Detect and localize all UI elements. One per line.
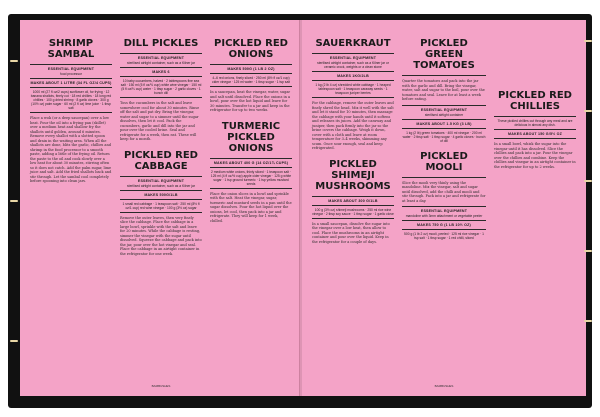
- method-text: Slice the mooli very thinly using the mandoline. Mix the vinegar, salt and sugar until dissolved, add the chilli and mooli and stir through. Pack into a jar and refrigerate for at least a day.: [402, 180, 486, 203]
- recipe-title: PICKLED RED ONIONS: [214, 38, 288, 60]
- divider: [210, 73, 292, 74]
- recipe-title: DILL PICKLES: [123, 38, 199, 49]
- divider: [312, 97, 394, 98]
- equipment-text: sterilised airtight container, such as a Kilner jar or ceramic crock, weights or a clean stone: [317, 61, 389, 69]
- divider: [402, 177, 486, 178]
- equipment-label: ESSENTIAL EQUIPMENT: [137, 178, 185, 183]
- cover-ornament: [584, 250, 592, 252]
- divider: [312, 196, 394, 197]
- divider: [312, 80, 394, 81]
- ingredient-list: 1 small red cabbage · 1 teaspoon salt · 250 ml (8½ fl oz/1 cup) red wine vinegar · 100 g (3½ oz) sugar: [122, 201, 200, 210]
- ingredient-list: 10 baby cucumbers, halved · 2 tablespoons fine sea salt · 150 ml (5 fl oz/⅔ cup) white wine vinegar · 150 ml (5 fl oz/⅔ cup) water · 1 tbsp sugar · 2 garlic cloves · 1 bunch dill: [120, 79, 202, 95]
- ingredient-list: 1 kg (2 lb 4 oz) shredded white cabbage · 1 heaped tablespoon salt · 1 teaspoon caraway seeds · 1 teaspoon juniper berries: [315, 83, 391, 95]
- divider: [30, 78, 112, 79]
- ingredient-list: 1000 ml (27 fl oz/2 cups) sunflower oil, for frying · 12 banana shallots, finely cut · 18 red chillies · 18 long red chillies · 100 g dried shrimp · 8 garlic cloves · 300 g (10½ oz) palm sugar · 60 ml (2 fl oz) lime juice · 1 tbsp salt: [30, 90, 112, 110]
- equipment-text: sterilised airtight container, such as a Kilner jar: [127, 183, 195, 188]
- yield-label: MAKES 500G (1 LB 2 OZ): [227, 67, 275, 71]
- recipe-title: PICKLED SHIMEJI MUSHROOMS: [315, 158, 391, 192]
- pickled-mooli-recipe: [402, 151, 486, 241]
- recipe-title: PICKLED RED CHILLIES: [498, 90, 572, 112]
- pickled-red-onions-recipe: [210, 38, 292, 113]
- sauerkraut-recipe: [312, 38, 394, 151]
- method-text: Remove the outer leaves, then very finely slice the cabbage. Place the cabbage in a large bowl, sprinkle with the salt and leave for 20 minutes. While the cabbage is resting, simmer the vinegar with the sugar until dissolved. Squeeze the cabbage and pack into the jar, pour over the hot vinegar and seal. Place the cabbage in an airtight container in the refrigerator for one week.: [120, 215, 202, 256]
- pickled-shimeji-recipe: [312, 159, 394, 245]
- yield-label: MAKES ABOUT 300 G/1LB: [328, 198, 378, 203]
- divider: [494, 138, 576, 139]
- divider: [210, 188, 292, 189]
- divider: [402, 105, 486, 106]
- divider: [30, 87, 112, 88]
- yield-label: MAKES ABOUT 1 LITRE (34 FL OZ/4 CUPS): [30, 81, 112, 85]
- divider: [210, 64, 292, 65]
- equipment-text: mandoline with 3mm attachment or vegetable peeler: [405, 214, 483, 218]
- equipment-text: sterilised airtight container, such as a Kilner jar: [127, 61, 195, 65]
- divider: [120, 212, 202, 213]
- cover-ornament: [584, 40, 592, 42]
- divider: [402, 119, 486, 120]
- divider: [120, 97, 202, 98]
- divider: [120, 190, 202, 191]
- equipment-label: ESSENTIAL EQUIPMENT: [47, 67, 95, 71]
- divider: [494, 116, 576, 117]
- recipe-title: SHRIMP SAMBAL: [47, 38, 95, 60]
- method-text: In a small saucepan, dissolve the sugar into the vinegar over a low heat, then allow to cool. Place the mushrooms in an airtight container and pour over the liquid. Keep in the refrigerator for a couple of days.: [312, 221, 390, 244]
- right-column-3: [494, 38, 576, 177]
- divider: [494, 129, 576, 130]
- yield-label: MAKES ABOUT 400 G (14 OZ/1¾ CUPS): [213, 160, 289, 165]
- method-text: In a saucepan, heat the vinegar, water, sugar and salt until dissolved. Place the onions in a bowl, pour over the hot liquid and leave for 30 minutes. Transfer to a jar and keep in the refrigerator for up to two weeks.: [210, 90, 291, 112]
- equipment-label: ESSENTIAL EQUIPMENT: [137, 56, 185, 60]
- divider: [402, 229, 486, 230]
- divider: [402, 128, 486, 129]
- right-column-2: [402, 38, 486, 248]
- divider: [210, 167, 292, 168]
- method-text: In a small bowl, whisk the sugar into the vinegar until it has dissolved. Slice the chillies and pack into a jar. Pour the vinegar over the chillies and combine. Keep the chillies and vinegar in an airtight container in the refrigerator for up to 2 weeks.: [494, 142, 576, 169]
- recipe-title: PICKLED RED CABBAGE: [124, 149, 198, 172]
- page-footer: BAMBUSHES: [151, 384, 171, 388]
- yield-label: MAKES 1KG/2LB: [337, 74, 369, 78]
- yield-label: MAKES 500G/1LB: [144, 192, 178, 197]
- method-text: Place the onion slices in a bowl and sprinkle with the salt. Heat the vinegar, sugar, turmeric and mustard seeds in a pan until the sugar dissolves. Pour the hot liquid over the onions, let cool, then pack into a jar and refrigerate. They will keep for 1 week, chilled.: [210, 191, 292, 223]
- divider: [312, 205, 394, 206]
- divider: [402, 206, 486, 207]
- divider: [402, 75, 486, 76]
- turmeric-pickled-onions-recipe: [210, 121, 292, 224]
- recipe-intro: These pickled chillies cut through any meal and are delicious in almost any dish.: [497, 119, 573, 127]
- cover-ornament: [584, 110, 592, 112]
- cover-ornament: [584, 180, 592, 182]
- ingredient-list: 4–6 red onions, finely sliced · 250 ml (8½ fl oz/1 cup) cider vinegar · 125 ml water · 1 tbsp sugar · 1 tsp salt: [212, 76, 290, 84]
- page-footer: BAMBUSHES: [434, 384, 454, 388]
- cover-ornament: [10, 200, 18, 202]
- recipe-title: PICKLED MOOLI: [420, 150, 468, 173]
- divider: [312, 71, 394, 72]
- equipment-text: food processor: [60, 72, 82, 76]
- right-column-1: [312, 38, 394, 252]
- left-column-2: [120, 38, 202, 264]
- divider: [210, 158, 292, 159]
- pickled-green-tomatoes-recipe: [402, 38, 486, 143]
- equipment-label: ESSENTIAL EQUIPMENT: [420, 209, 468, 213]
- cover-ornament: [10, 60, 18, 62]
- yield-label: MAKES 750 G (1 LB 10½ OZ): [417, 223, 471, 227]
- yield-label: MAKES ABOUT 1.5 KG (3 LB): [416, 121, 472, 126]
- divider: [402, 220, 486, 221]
- pickled-red-cabbage-recipe: [120, 150, 202, 257]
- ingredient-list: 100 g (3½ oz) shimeji mushrooms · 250 ml rice wine vinegar · 2 tbsp soy sauce · 1 tbsp sugar · 1 garlic clove: [312, 207, 394, 216]
- left-page: [20, 20, 301, 396]
- ingredient-list: 500 g (1 lb 2 oz) mooli, peeled · 125 ml rice vinegar · 1 tsp salt · 1 tbsp sugar · 1 red chilli, sliced: [404, 232, 484, 240]
- method-text: For the cabbage, remove the outer leaves and finely shred the head. Mix it well with the salt and let it stand for 10 minutes, then massage the cabbage with your hands until it softens and releases its juices. Add the caraway and juniper, then pack firmly into the jar so the brine covers the cabbage. Weigh it down, cover with a cloth and leave at room temperature for 3–4 weeks, skimming any scum. Once sour enough, seal and keep refrigerated.: [312, 101, 394, 150]
- method-text: Place a wok (or a deep saucepan) over a low heat. Pour the oil into a frying pan (skillet) over a medium heat and shallow fry the shallots until golden, around 6 minutes. Remove every shallot with a slotted spoon and drain in the waiting area. When all the shallots are done, blitz the garlic, chillies and shrimp in the food processor to a smooth paste, adding a little of the frying oil. Return the paste to the oil and cook slowly over a low heat for about 30 minutes, stirring often so it does not catch. Add the palm sugar, lime juice and salt. Add the fried shallots back and stir through. Let the sambal cool completely before spooning into clean jars.: [30, 116, 112, 183]
- ingredient-list: 1 kg (2 lb) green tomatoes · 400 ml vinegar · 200 ml water · 2 tbsp salt · 1 tbsp sugar · 4 garlic cloves · bunch of dill: [402, 130, 486, 143]
- divider: [312, 53, 394, 54]
- equipment-text: sterilised airtight container: [424, 112, 464, 117]
- divider: [210, 86, 292, 87]
- method-text: Quarter the tomatoes and pack into the jar with the garlic and dill. Bring the vinegar, water, salt and sugar to the boil, pour over the tomatoes and seal. Leave for at least a week before eating.: [402, 79, 485, 101]
- recipe-title: TURMERIC PICKLED ONIONS: [221, 120, 281, 154]
- left-column-3: [210, 38, 292, 231]
- divider: [120, 176, 202, 177]
- yield-label: MAKES 6: [152, 70, 170, 74]
- cover-ornament: [10, 340, 18, 342]
- recipe-title: SAUERKRAUT: [315, 38, 391, 49]
- shrimp-sambal-recipe: [30, 38, 112, 187]
- divider: [30, 64, 112, 65]
- pickled-red-chillies-recipe: [494, 90, 576, 169]
- yield-label: MAKES ABOUT 150 G/5½ OZ: [508, 132, 562, 136]
- recipe-title: PICKLED GREEN TOMATOES: [413, 38, 475, 71]
- equipment-label: ESSENTIAL EQUIPMENT: [420, 107, 468, 112]
- divider: [120, 53, 202, 54]
- dill-pickles-recipe: [120, 38, 202, 142]
- method-text: Toss the cucumbers in the salt and leave somewhere cool for about 30 minutes. Rinse off the salt and pat dry. Bring the vinegar, water and sugar to a simmer until the sugar dissolves, then let it cool. Pack the cucumbers, garlic and dill into the jar and pour over the cooled brine. Seal and refrigerate for a week, then eat. These will keep for a month.: [120, 101, 200, 141]
- ingredient-list: 2 medium white onions, thinly sliced · 1 teaspoon salt · 125 ml (4 fl oz/½ cup) apple cider vinegar · 125 g white sugar · 1 tsp ground turmeric · 1 tsp yellow mustard seeds: [210, 169, 292, 186]
- divider: [120, 67, 202, 68]
- equipment-label: ESSENTIAL EQUIPMENT: [329, 56, 377, 60]
- divider: [30, 112, 112, 113]
- cover-ornament: [584, 320, 592, 322]
- divider: [120, 76, 202, 77]
- right-page: [302, 20, 586, 396]
- divider: [120, 199, 202, 200]
- divider: [312, 218, 394, 219]
